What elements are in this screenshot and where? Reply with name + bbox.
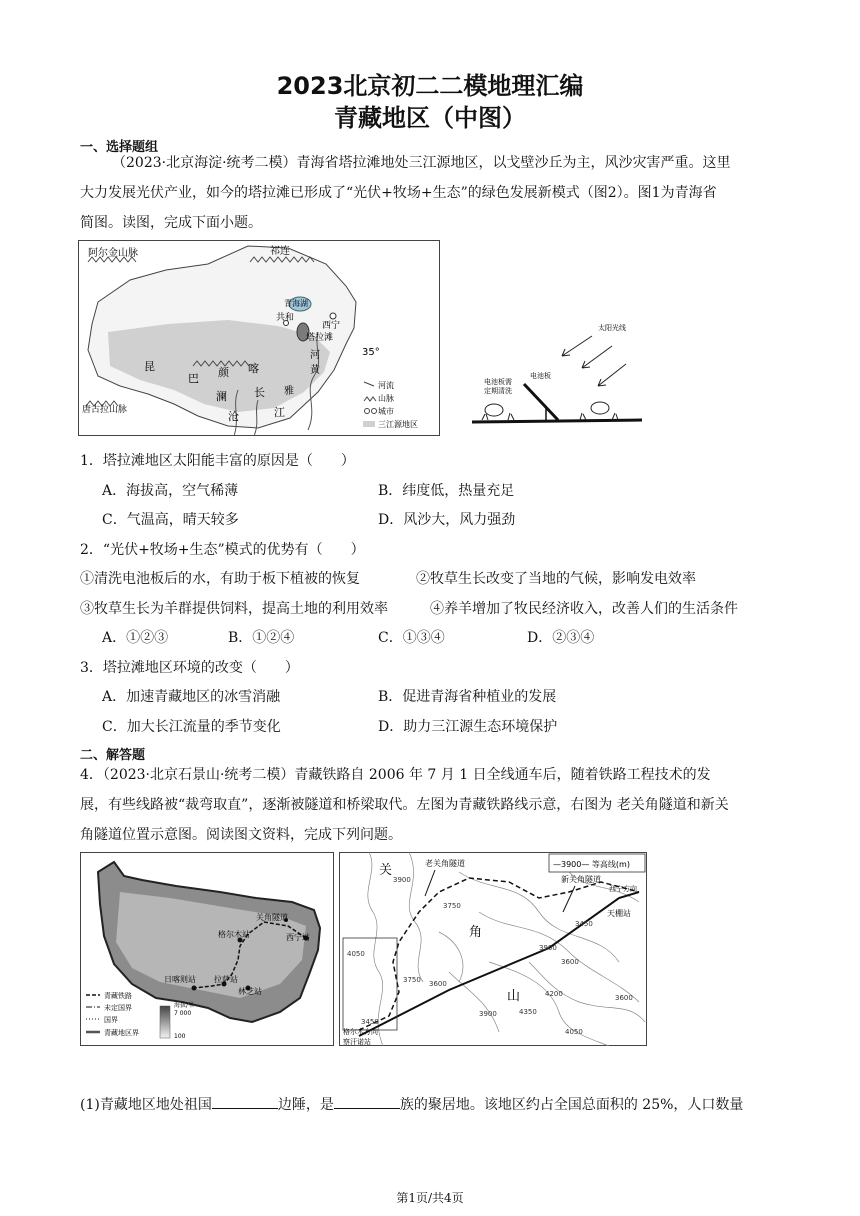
- contour-label: 3450: [575, 920, 593, 928]
- guanjiao-tunnel-contour-map: [339, 852, 647, 1046]
- contour-legend: —3900— 等高线(m): [553, 860, 630, 869]
- label-chahan-station: 察汗诺站: [343, 1038, 371, 1046]
- label-chang: 长: [254, 386, 265, 399]
- elevation-high: 7 000: [174, 1010, 192, 1017]
- contour-label: 3900: [393, 876, 411, 884]
- q2-statement-3: ③牧草生长为羊群提供饲料，提高土地的利用效率: [80, 601, 388, 617]
- label-tianpeng-station: 天棚站: [607, 909, 631, 918]
- label-nyingchi-station: 林芝站: [238, 987, 262, 996]
- label-guan: 关: [379, 863, 393, 878]
- contour-label: 4350: [519, 1008, 537, 1016]
- label-altun: 阿尔金山脉: [88, 248, 138, 259]
- intro-line-3: 简图。读图，完成下面小题。: [80, 215, 262, 231]
- elevation-title: 海拔/米: [174, 1002, 195, 1009]
- q3-option-d: D．助力三江源生态环境保护: [378, 719, 558, 735]
- label-lan: 澜: [216, 390, 227, 403]
- label-guanjiao-tunnel: 关角隧道: [256, 913, 288, 922]
- q3-option-a: A．加速青藏地区的冰雪消融: [102, 689, 281, 705]
- qinghai-tibet-railway-map: [80, 852, 334, 1046]
- contour-label: 4050: [347, 950, 365, 958]
- label-shan: 山: [507, 989, 521, 1004]
- answer-blank-2[interactable]: [334, 1095, 400, 1109]
- q1-stem: 1．塔拉滩地区太阳能丰富的原因是（ ）: [80, 453, 355, 469]
- label-ka: 喀: [248, 362, 259, 375]
- q2-statement-4: ④养羊增加了牧民经济收入，改善人们的生活条件: [430, 601, 738, 617]
- intro-line-1: （2023·北京海淀·统考二模）青海省塔拉滩地处三江源地区，以戈壁沙丘为主，风沙灾害严重。这里: [112, 155, 731, 171]
- label-xining-station: 西宁站: [286, 933, 310, 942]
- pv-pasture-figure: [462, 312, 652, 434]
- label-golmud-direction: 格尔木方向: [343, 1028, 378, 1036]
- contour-label: 3600: [429, 980, 447, 988]
- elevation-low: 100: [174, 1033, 186, 1040]
- doc-title: 2023北京初二二模地理汇编: [276, 72, 584, 100]
- page-footer: 第1页/共4页: [396, 1191, 464, 1205]
- q2-option-b: B．①②④: [228, 630, 295, 646]
- label-xining: 西宁: [322, 321, 341, 331]
- label-jiang: 江: [274, 406, 285, 419]
- q2-option-a: A．①②③: [102, 630, 169, 646]
- label-old-tunnel: 老关角隧道: [425, 859, 465, 868]
- label-bayan: 巴: [188, 372, 199, 385]
- q2-option-c: C．①③④: [378, 630, 445, 646]
- contour-label: 3900: [479, 1010, 497, 1018]
- wash-label-b: 定期清洗: [484, 387, 512, 395]
- section-heading-answer: 二、解答题: [80, 748, 146, 763]
- label-talatan: 塔拉滩: [306, 333, 334, 343]
- intro-line-2: 大力发展光伏产业，如今的塔拉滩已形成了“光伏+牧场+生态”的绿色发展新模式（图2）。图1为青海省: [80, 185, 717, 201]
- contour-label: 3600: [561, 958, 579, 966]
- q4-1-line: [80, 1094, 743, 1114]
- label-jiao: 角: [469, 925, 483, 940]
- contour-label: 3600: [615, 994, 633, 1002]
- label-xining-direction: 西宁方向: [609, 885, 637, 893]
- label-kunlun: 昆: [144, 360, 155, 373]
- qinghai-map-figure: [78, 240, 440, 436]
- q1-option-a: A．海拔高，空气稀薄: [102, 483, 239, 499]
- doc-subtitle: 青藏地区（中图）: [334, 104, 526, 132]
- label-he: 河: [310, 350, 320, 361]
- q3-option-c: C．加大长江流量的季节变化: [102, 719, 281, 735]
- q2-statement-2: ②牧草生长改变了当地的气候，影响发电效率: [416, 571, 696, 587]
- legend-sanjiangyuan: 三江源地区: [378, 420, 418, 429]
- label-yan: 颜: [218, 366, 229, 379]
- q1-option-b: B．纬度低，热量充足: [378, 483, 515, 499]
- q2-option-d: D．②③④: [527, 630, 595, 646]
- contour-label: 4050: [565, 1028, 583, 1036]
- q2-stem: 2．“光伏+牧场+生态”模式的优势有（ ）: [80, 542, 365, 558]
- label-qilian: 祁连: [270, 246, 290, 257]
- q3-option-b: B．促进青海省种植业的发展: [378, 689, 557, 705]
- label-golmud-station: 格尔木站: [218, 930, 250, 939]
- legend-region-border: 青藏地区界: [104, 1029, 139, 1037]
- q2-statement-1: ①清洗电池板后的水，有助于板下植被的恢复: [80, 571, 360, 587]
- label-huang: 黄: [310, 365, 320, 376]
- legend-mountain: 山脉: [378, 394, 394, 403]
- sunlight-label: 太阳光线: [598, 324, 626, 332]
- legend-national-border: 国界: [104, 1016, 118, 1024]
- label-new-tunnel: 新关角隧道: [561, 875, 601, 884]
- contour-label: 3750: [443, 902, 461, 910]
- legend-river: 河流: [378, 381, 394, 390]
- q1-option-c: C．气温高，晴天较多: [102, 512, 239, 528]
- label-qinghai-lake: 青海湖: [284, 299, 308, 308]
- legend-railway: 青藏铁路: [104, 992, 132, 1000]
- label-ya: 雅: [284, 386, 294, 397]
- contour-label: 3750: [403, 976, 421, 984]
- label-shigatse-station: 日喀则站: [164, 975, 196, 984]
- label-35-deg: 35°: [362, 347, 380, 358]
- label-gonghe: 共和: [276, 313, 295, 323]
- contour-label: 3900: [539, 944, 557, 952]
- label-tanggula: 唐古拉山脉: [82, 405, 128, 415]
- q4-line-2: 展，有些线路被“裁弯取直”，逐渐被隧道和桥梁取代。左图为青藏铁路线示意，右图为 老关角隧道和新关: [80, 797, 729, 813]
- q1-option-d: D．风沙大，风力强劲: [378, 512, 516, 528]
- legend-city: 城市: [378, 407, 394, 416]
- answer-blank-1[interactable]: [212, 1095, 278, 1109]
- panel-label: 电池板: [530, 372, 551, 380]
- label-cang: 沧: [228, 410, 239, 423]
- contour-label: 3450: [361, 1018, 379, 1026]
- q4-line-3: 角隧道位置示意图。阅读图文资料，完成下列问题。: [80, 827, 402, 843]
- q4-1-part-1: (1)青藏地区地处祖国: [80, 1097, 212, 1113]
- section-heading-choice: 一、选择题组: [80, 140, 159, 155]
- q4-1-part-3: 族的聚居地。该地区约占全国总面积的 25%，人口数量: [399, 1097, 744, 1113]
- label-lhasa-station: 拉萨站: [214, 975, 238, 984]
- legend-undetermined-border: 未定国界: [104, 1004, 132, 1012]
- wash-label-a: 电池板需: [484, 378, 512, 386]
- q4-line-1: 4．（2023·北京石景山·统考二模）青藏铁路自 2006 年 7 月 1 日全线通车后，随着铁路工程技术的发: [80, 767, 711, 783]
- q4-1-part-2: 边陲，是: [277, 1097, 334, 1113]
- q3-stem: 3．塔拉滩地区环境的改变（ ）: [80, 660, 299, 676]
- contour-label: 4200: [545, 990, 563, 998]
